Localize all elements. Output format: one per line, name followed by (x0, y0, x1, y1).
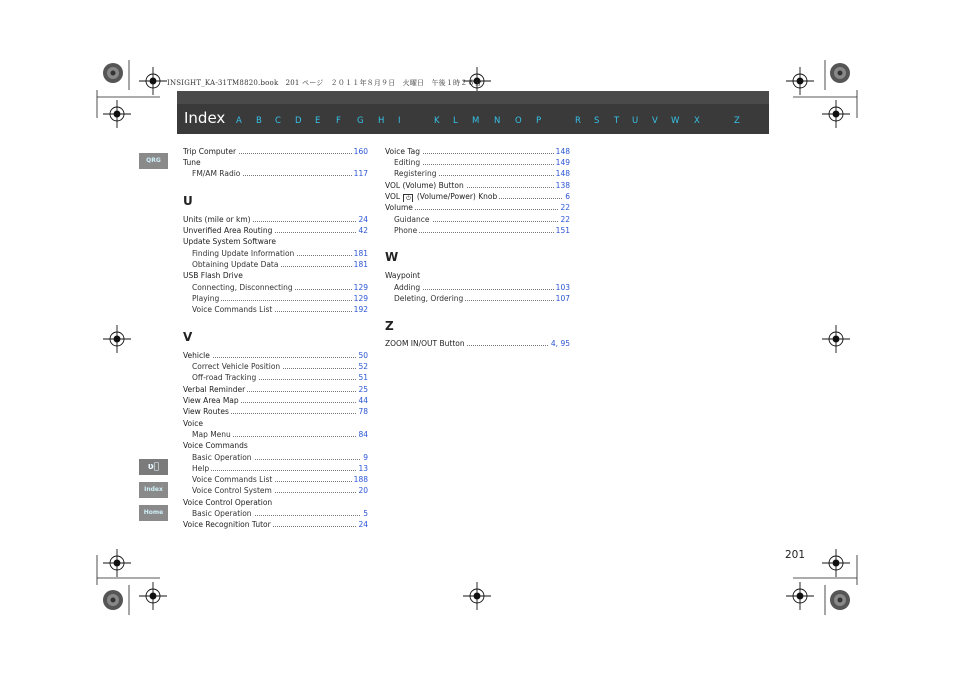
index-button[interactable]: Index (139, 482, 168, 498)
index-subentry: Editing 149 (394, 158, 570, 167)
index-subentry: Voice Control System 20 (192, 486, 368, 495)
section-letter-w: W (385, 250, 399, 264)
home-button[interactable]: Home (139, 505, 168, 521)
page-link[interactable]: 9 (363, 453, 368, 462)
page-link[interactable]: 52 (358, 362, 368, 371)
letter-link-z[interactable]: Z (734, 116, 740, 126)
page-link[interactable]: 24 (358, 215, 368, 224)
page-link[interactable]: 24 (358, 520, 368, 529)
letter-link-o[interactable]: O (515, 116, 522, 126)
index-heading: Waypoint (385, 271, 421, 280)
index-header-bar (177, 91, 769, 134)
index-heading: Tune (183, 158, 201, 167)
letter-link-e[interactable]: E (315, 116, 321, 126)
page-link[interactable]: 20 (358, 486, 368, 495)
page-link[interactable]: 107 (555, 294, 570, 303)
index-subentry: Help 13 (192, 464, 368, 473)
letter-link-x[interactable]: X (694, 116, 700, 126)
section-letter-z: Z (385, 319, 394, 333)
index-subentry: Adding 103 (394, 283, 570, 292)
index-subentry: Playing 129 (192, 294, 368, 303)
letter-link-u[interactable]: U (632, 116, 639, 126)
voice-command-button[interactable] (139, 459, 168, 475)
letter-link-h[interactable]: H (378, 116, 385, 126)
page-link[interactable]: 148 (555, 169, 570, 178)
index-entry: Units (mile or km) 24 (183, 215, 368, 224)
index-entry: VOL (Volume) Button 138 (385, 181, 570, 190)
section-letter-u: U (183, 194, 193, 208)
index-entry: View Area Map 44 (183, 396, 368, 405)
index-subentry: Obtaining Update Data 181 (192, 260, 368, 269)
page-link[interactable]: 129 (353, 294, 368, 303)
letter-link-g[interactable]: G (357, 116, 364, 126)
index-subentry: Basic Operation 9 (192, 453, 368, 462)
page-link[interactable]: 103 (555, 283, 570, 292)
index-subentry: Connecting, Disconnecting 129 (192, 283, 368, 292)
index-entry: Verbal Reminder 25 (183, 385, 368, 394)
page-link[interactable]: 188 (353, 475, 368, 484)
letter-link-t[interactable]: T (614, 116, 620, 126)
page-link[interactable]: 84 (358, 430, 368, 439)
page-link[interactable]: 160 (353, 147, 368, 156)
page-link[interactable]: 148 (555, 147, 570, 156)
index-entry: ZOOM IN/OUT Button 4, 95 (385, 339, 570, 348)
index-heading: Voice Control Operation (183, 498, 273, 507)
index-heading: Update System Software (183, 237, 276, 246)
page-link[interactable]: 50 (358, 351, 368, 360)
index-subentry: Deleting, Ordering 107 (394, 294, 570, 303)
page-link[interactable]: 138 (555, 181, 570, 190)
page-link[interactable]: 51 (358, 373, 368, 382)
index-subentry: FM/AM Radio 117 (192, 169, 368, 178)
letter-link-s[interactable]: S (594, 116, 600, 126)
page-link[interactable]: 181 (353, 260, 368, 269)
letter-link-p[interactable]: P (536, 116, 542, 126)
page-link[interactable]: 6 (565, 192, 570, 201)
letter-link-f[interactable]: F (336, 116, 341, 126)
page-link[interactable]: 192 (353, 305, 368, 314)
index-entry: Trip Computer 160 (183, 147, 368, 156)
page-link[interactable]: 181 (353, 249, 368, 258)
page-link[interactable]: 117 (353, 169, 368, 178)
page-link[interactable]: 22 (560, 215, 570, 224)
index-subentry: Basic Operation 5 (192, 509, 368, 518)
index-entry: View Routes 78 (183, 407, 368, 416)
index-heading: Voice (183, 419, 203, 428)
page-link[interactable]: 25 (358, 385, 368, 394)
index-entry: Unverified Area Routing 42 (183, 226, 368, 235)
page-link[interactable]: 4, 95 (550, 339, 570, 348)
letter-link-n[interactable]: N (494, 116, 501, 126)
power-icon: ⏻ (403, 194, 413, 204)
page-link[interactable]: 13 (358, 464, 368, 473)
index-subentry: Correct Vehicle Position 52 (192, 362, 368, 371)
page-link[interactable]: 149 (555, 158, 570, 167)
index-entry: Voice Recognition Tutor 24 (183, 520, 368, 529)
page-link[interactable]: 78 (358, 407, 368, 416)
letter-link-d[interactable]: D (295, 116, 302, 126)
letter-link-r[interactable]: R (575, 116, 581, 126)
letter-link-v[interactable]: V (652, 116, 658, 126)
letter-link-k[interactable]: K (434, 116, 440, 126)
index-entry: Voice Tag 148 (385, 147, 570, 156)
page-link[interactable]: 22 (560, 203, 570, 212)
letter-link-a[interactable]: A (236, 116, 242, 126)
letter-link-i[interactable]: I (398, 116, 401, 126)
section-letter-v: V (183, 330, 193, 344)
page-title: Index (184, 109, 226, 127)
index-subentry: Voice Commands List 188 (192, 475, 368, 484)
index-subentry: Guidance 22 (394, 215, 570, 224)
index-heading: Voice Commands (183, 441, 248, 450)
qrg-button[interactable]: QRG (139, 153, 168, 169)
index-subentry: Registering 148 (394, 169, 570, 178)
index-heading: USB Flash Drive (183, 271, 243, 280)
letter-link-m[interactable]: M (472, 116, 480, 126)
page-link[interactable]: 129 (353, 283, 368, 292)
page-number: 201 (785, 549, 806, 561)
index-entry: Vehicle 50 (183, 351, 368, 360)
index-subentry: Off-road Tracking 51 (192, 373, 368, 382)
index-subentry: Finding Update Information 181 (192, 249, 368, 258)
index-subentry: Phone 151 (394, 226, 570, 235)
page-link[interactable]: 151 (555, 226, 570, 235)
letter-link-l[interactable]: L (453, 116, 458, 126)
voice-command-icon: ʋ⃧ (147, 462, 160, 472)
page-link[interactable]: 44 (358, 396, 368, 405)
index-entry: VOL ⏻ (Volume/Power) Knob 6 (385, 192, 570, 202)
index-subentry: Voice Commands List 192 (192, 305, 368, 314)
index-subentry: Map Menu 84 (192, 430, 368, 439)
index-entry: Volume 22 (385, 203, 570, 212)
page-link[interactable]: 5 (363, 509, 368, 518)
letter-link-c[interactable]: C (275, 116, 281, 126)
letter-link-w[interactable]: W (671, 116, 680, 126)
page-link[interactable]: 42 (358, 226, 368, 235)
letter-link-b[interactable]: B (256, 116, 262, 126)
book-file-header: INSIGHT_KA-31TM8820.book 201 ページ ２０１１年８月９日 火曜日 午後１時２６分 (167, 79, 482, 87)
